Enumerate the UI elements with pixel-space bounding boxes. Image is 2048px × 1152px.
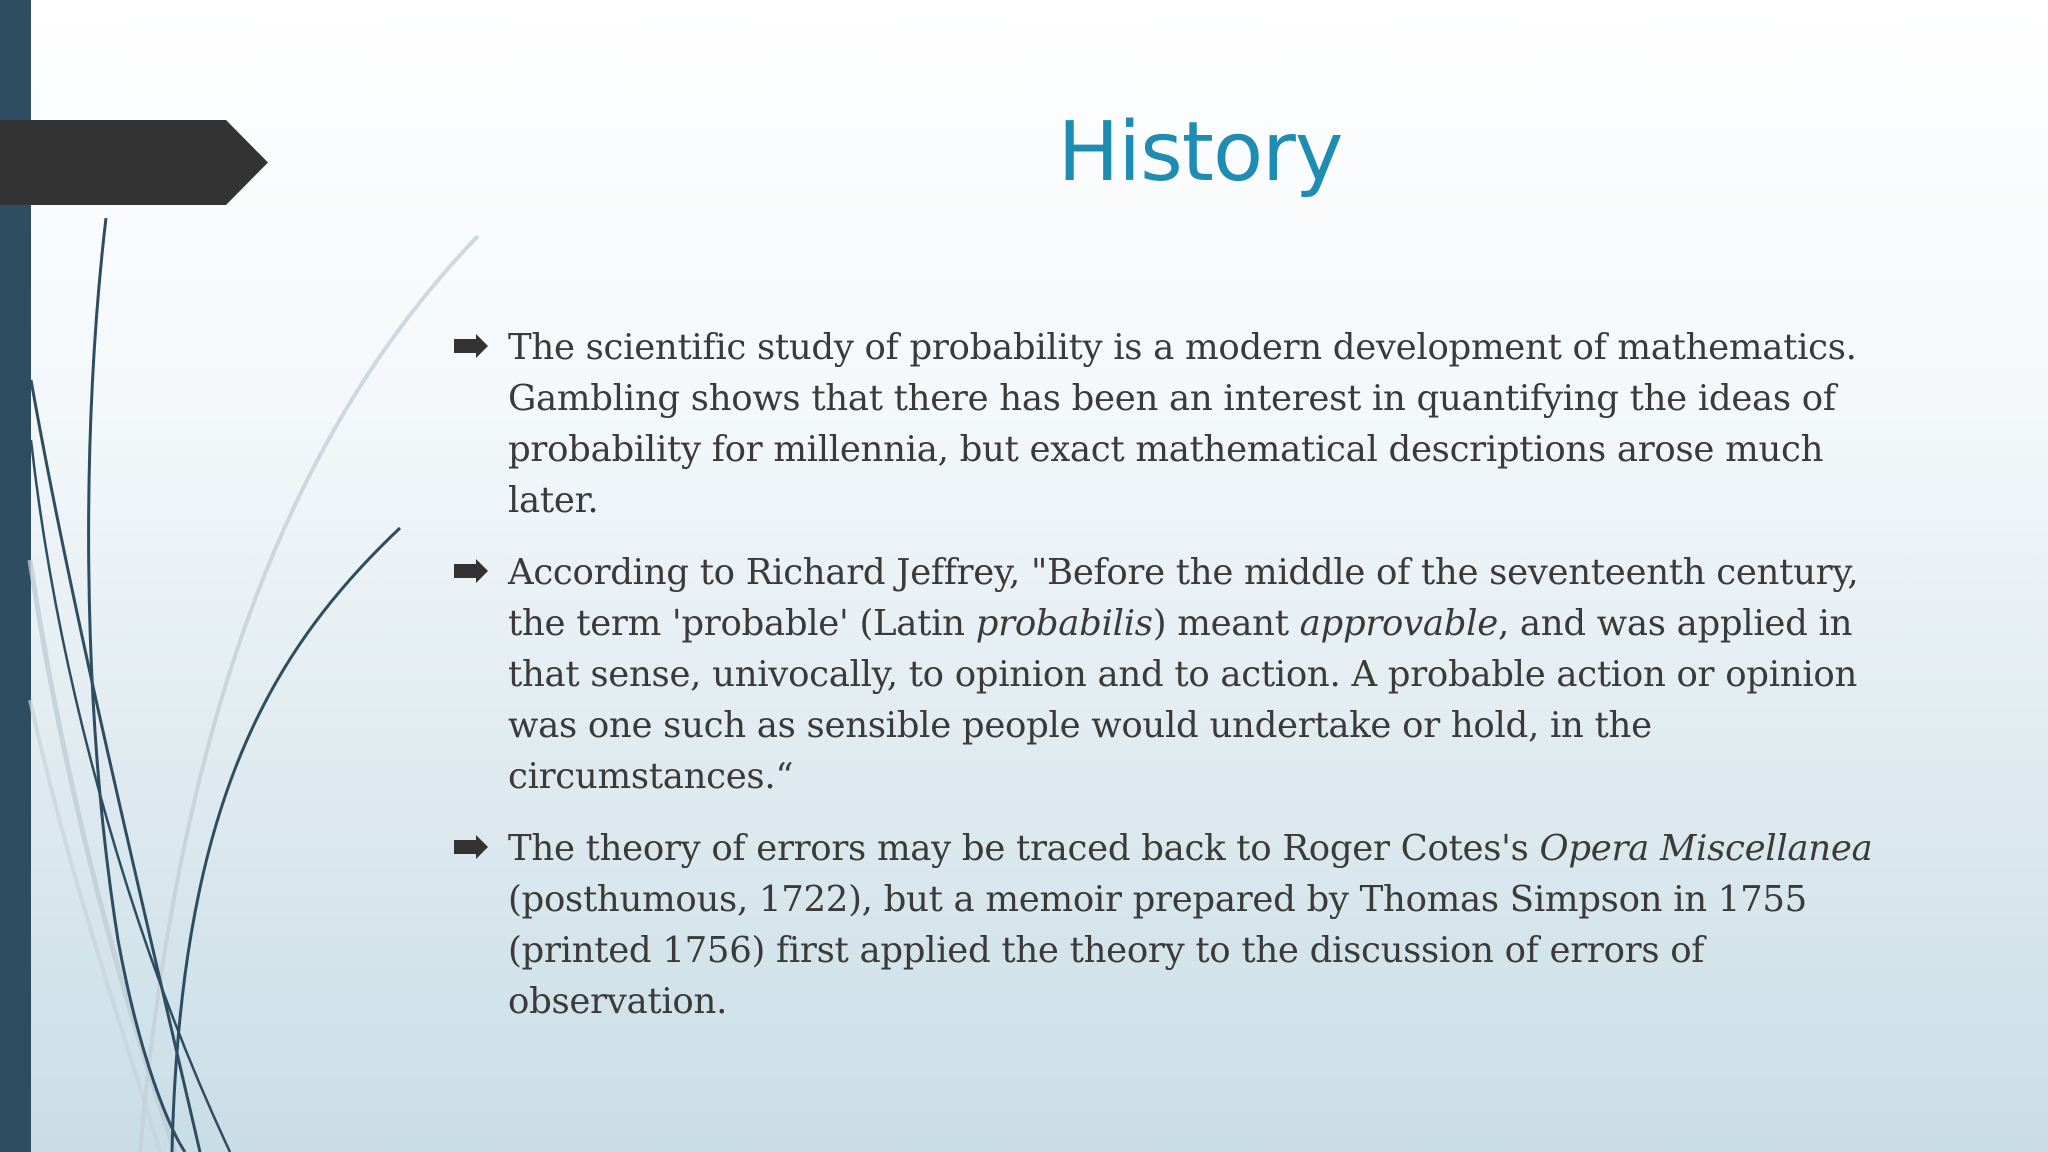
- slide-title: History: [1057, 105, 1343, 200]
- bullet-text: The scientific study of probability is a modern development of mathematics. Gambling shows that there has been an interest in quantifying the ideas of probability for millennia, but exact mathematical descriptions arose much later.: [508, 327, 1857, 521]
- arrow-bullet-icon: [454, 835, 488, 859]
- bullet-item: [448, 322, 1918, 526]
- bullet-text-italic: Opera Miscellanea: [1539, 828, 1873, 869]
- title-tab-shape: [0, 120, 268, 205]
- bullet-text: According to Richard Jeffrey, "Before the middle of the seventeenth century, the term 'probable' (Latin: [508, 552, 1859, 644]
- bullet-text: (posthumous, 1722), but a memoir prepared by Thomas Simpson in 1755 (printed 1756) first applied the theory to the discussion of errors of observation.: [508, 879, 1807, 1022]
- bullet-text-italic: probabilis: [975, 603, 1153, 644]
- bullet-text: ) meant: [1152, 603, 1300, 644]
- bullet-text-italic: approvable: [1299, 603, 1498, 644]
- bullet-text: The theory of errors may be traced back to Roger Cotes's: [508, 828, 1540, 869]
- bullet-item: [448, 823, 1918, 1027]
- arrow-bullet-icon: [454, 334, 488, 358]
- arrow-bullet-icon: [454, 559, 488, 583]
- bullet-list: [448, 322, 1918, 1048]
- bullet-text: , and was applied in that sense, univocally, to opinion and to action. A probable action or opinion was one such as sensible people would undertake or hold, in the circumstances.“: [508, 603, 1858, 797]
- bullet-item: [448, 547, 1918, 802]
